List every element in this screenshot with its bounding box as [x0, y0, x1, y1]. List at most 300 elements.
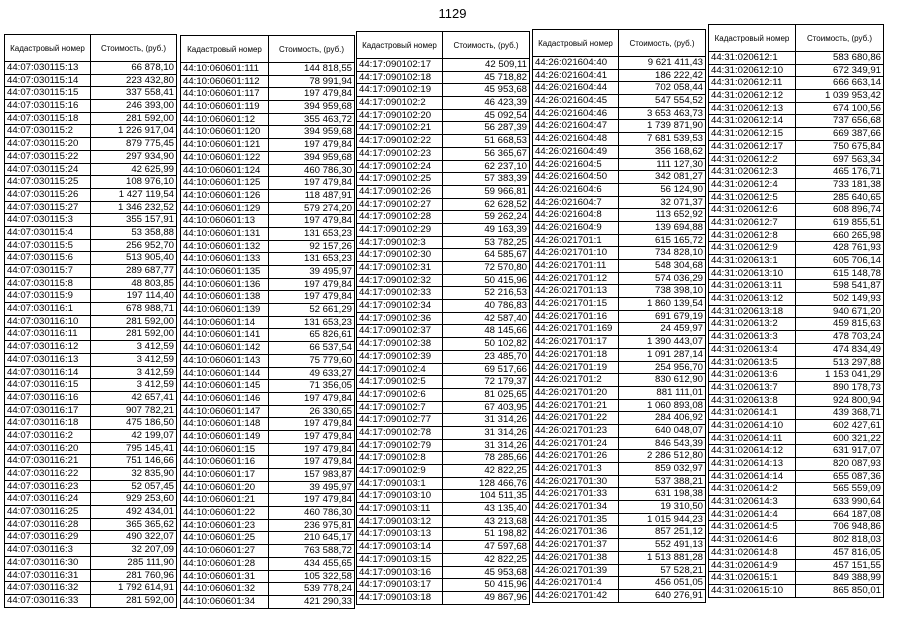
table-row — [5, 315, 177, 328]
table-row — [533, 374, 706, 387]
cadastral-number-cell: 44:31:020613:6 — [709, 369, 796, 382]
table-row — [357, 338, 530, 351]
table-row — [709, 546, 884, 559]
table-row — [357, 541, 530, 554]
table-row — [709, 153, 884, 166]
table-row — [357, 198, 530, 211]
cadastral-number-cell: 44:07:030116:17 — [5, 404, 91, 417]
cost-cell: 547 554,52 — [619, 95, 706, 108]
table-row — [709, 381, 884, 394]
cadastral-number-cell: 44:17:090103:13 — [357, 528, 443, 541]
table-row — [709, 115, 884, 128]
cadastral-number-cell: 44:10:060601:145 — [181, 380, 269, 393]
table-row — [533, 361, 706, 374]
table-row — [5, 303, 177, 316]
cadastral-number-cell: 44:10:060601:138 — [181, 291, 269, 304]
table-row — [181, 532, 355, 545]
table-row — [181, 164, 355, 177]
table-row — [357, 401, 530, 414]
table-row — [709, 140, 884, 153]
table-row — [357, 553, 530, 566]
table-row — [533, 209, 706, 222]
cost-cell: 678 988,71 — [91, 303, 177, 316]
table-row — [533, 463, 706, 476]
cost-cell: 394 959,68 — [269, 151, 355, 164]
cadastral-number-cell: 44:17:090102:22 — [357, 135, 443, 148]
table-row — [181, 519, 355, 532]
table-row — [533, 221, 706, 234]
cost-cell: 131 653,23 — [269, 316, 355, 329]
table-row — [5, 455, 177, 468]
cadastral-number-cell: 44:31:020613:7 — [709, 381, 796, 394]
cadastral-number-cell: 44:26:021701:10 — [533, 247, 619, 260]
cadastral-number-cell: 44:17:090102:34 — [357, 300, 443, 313]
cost-cell: 186 222,42 — [619, 69, 706, 82]
column-header-cadastral-number: Кадастровый номер — [5, 35, 91, 62]
cost-cell: 131 653,23 — [269, 253, 355, 266]
table-row — [357, 122, 530, 135]
cost-cell: 465 176,71 — [796, 166, 884, 179]
cost-cell: 197 479,84 — [269, 418, 355, 431]
cadastral-number-cell: 44:10:060601:129 — [181, 202, 269, 215]
cadastral-number-cell: 44:10:060601:31 — [181, 570, 269, 583]
cadastral-number-cell: 44:17:090103:11 — [357, 503, 443, 516]
cost-cell: 57 383,39 — [443, 173, 530, 186]
table-row — [533, 107, 706, 120]
cost-cell: 342 081,27 — [619, 171, 706, 184]
cost-cell: 59 262,24 — [443, 211, 530, 224]
cost-cell: 108 976,10 — [91, 176, 177, 189]
cost-cell: 144 818,55 — [269, 63, 355, 76]
cost-table — [4, 34, 177, 608]
cadastral-number-cell: 44:10:060601:12 — [181, 113, 269, 126]
table-row — [709, 521, 884, 534]
cost-cell: 548 304,68 — [619, 260, 706, 273]
table-row — [533, 450, 706, 463]
cadastral-number-cell: 44:31:020612:7 — [709, 216, 796, 229]
column-header-cost: Стоимость, (руб.) — [91, 35, 177, 62]
cadastral-number-cell: 44:10:060601:22 — [181, 507, 269, 520]
cadastral-number-cell: 44:31:020612:1 — [709, 52, 796, 65]
cost-cell: 660 265,98 — [796, 229, 884, 242]
cost-cell: 42 625,99 — [91, 163, 177, 176]
table-row — [533, 285, 706, 298]
cadastral-number-cell: 44:07:030116:22 — [5, 468, 91, 481]
cost-cell: 763 588,72 — [269, 545, 355, 558]
cost-cell: 67 403,95 — [443, 401, 530, 414]
table-row — [533, 501, 706, 514]
cadastral-number-cell: 44:26:021701:38 — [533, 551, 619, 564]
cadastral-number-cell: 44:17:090102:31 — [357, 262, 443, 275]
cost-cell: 615 148,78 — [796, 267, 884, 280]
table-row — [709, 394, 884, 407]
table-row — [709, 77, 884, 90]
cost-cell: 857 251,12 — [619, 526, 706, 539]
table-row — [709, 128, 884, 141]
cadastral-number-cell: 44:07:030115:2 — [5, 125, 91, 138]
table-row — [181, 139, 355, 152]
cost-cell: 65 826,61 — [269, 329, 355, 342]
cost-cell: 197 479,84 — [269, 215, 355, 228]
cost-cell: 3 412,59 — [91, 353, 177, 366]
cadastral-number-cell: 44:31:020612:14 — [709, 115, 796, 128]
cadastral-number-cell: 44:10:060601:20 — [181, 481, 269, 494]
table-row — [357, 426, 530, 439]
cadastral-number-cell: 44:07:030116:1 — [5, 303, 91, 316]
cadastral-number-cell: 44:17:090102:5 — [357, 376, 443, 389]
cost-cell: 281 592,00 — [91, 594, 177, 607]
cost-cell: 337 558,41 — [91, 87, 177, 100]
cadastral-number-cell: 44:07:030116:28 — [5, 518, 91, 531]
cost-cell: 940 671,20 — [796, 305, 884, 318]
cost-cell: 223 432,80 — [91, 74, 177, 87]
cadastral-number-cell: 44:31:020614:13 — [709, 458, 796, 471]
table-row — [357, 515, 530, 528]
cadastral-number-cell: 44:31:020614:6 — [709, 534, 796, 547]
cost-cell: 820 087,93 — [796, 458, 884, 471]
cadastral-number-cell: 44:17:090103:15 — [357, 553, 443, 566]
column-header-cost: Стоимость, (руб.) — [619, 30, 706, 57]
cost-cell: 356 168,62 — [619, 145, 706, 158]
cadastral-number-cell: 44:31:020614:1 — [709, 407, 796, 420]
table-row — [181, 380, 355, 393]
table-row — [181, 405, 355, 418]
table-row — [357, 287, 530, 300]
cadastral-number-cell: 44:31:020613:10 — [709, 267, 796, 280]
cadastral-number-cell: 44:17:090102:7 — [357, 401, 443, 414]
cadastral-number-cell: 44:07:030116:11 — [5, 328, 91, 341]
cost-cell: 924 800,94 — [796, 394, 884, 407]
table-row — [533, 386, 706, 399]
cost-cell: 1 513 881,28 — [619, 551, 706, 564]
table-row — [709, 204, 884, 217]
table-row — [181, 494, 355, 507]
table-row — [181, 557, 355, 570]
table-row — [181, 101, 355, 114]
cost-cell: 3 412,59 — [91, 366, 177, 379]
cost-cell: 865 850,01 — [796, 584, 884, 597]
cost-cell: 69 517,66 — [443, 363, 530, 376]
cadastral-number-cell: 44:10:060601:32 — [181, 583, 269, 596]
cadastral-number-cell: 44:07:030115:25 — [5, 176, 91, 189]
cadastral-number-cell: 44:31:020612:9 — [709, 242, 796, 255]
table-row — [357, 566, 530, 579]
cost-cell: 62 237,10 — [443, 160, 530, 173]
cost-cell: 66 878,10 — [91, 62, 177, 75]
cost-cell: 39 495,97 — [269, 266, 355, 279]
cadastral-number-cell: 44:31:020612:8 — [709, 229, 796, 242]
table-row — [5, 429, 177, 442]
cadastral-number-cell: 44:10:060601:125 — [181, 177, 269, 190]
table-row — [709, 419, 884, 432]
table-row — [533, 82, 706, 95]
cost-cell: 738 398,10 — [619, 285, 706, 298]
cost-cell: 565 559,09 — [796, 483, 884, 496]
table-row — [5, 112, 177, 125]
table-row — [533, 348, 706, 361]
table-row — [5, 100, 177, 113]
cost-cell: 697 563,34 — [796, 153, 884, 166]
cost-cell: 62 628,52 — [443, 198, 530, 211]
cadastral-number-cell: 44:10:060601:27 — [181, 545, 269, 558]
table-row — [533, 399, 706, 412]
table-row — [533, 551, 706, 564]
table-row — [181, 329, 355, 342]
table-row — [533, 323, 706, 336]
table-row — [181, 304, 355, 317]
cadastral-number-cell: 44:07:030116:31 — [5, 569, 91, 582]
cadastral-number-cell: 44:07:030115:4 — [5, 226, 91, 239]
cadastral-number-cell: 44:07:030115:27 — [5, 201, 91, 214]
cost-cell: 45 718,82 — [443, 71, 530, 84]
table-row — [5, 150, 177, 163]
table-row — [5, 544, 177, 557]
cadastral-number-cell: 44:17:090102:9 — [357, 465, 443, 478]
column-header-cost: Стоимость, (руб.) — [269, 36, 355, 63]
cadastral-number-cell: 44:26:021701:35 — [533, 513, 619, 526]
cadastral-number-cell: 44:07:030115:20 — [5, 138, 91, 151]
cadastral-number-cell: 44:17:090102:23 — [357, 147, 443, 160]
cadastral-number-cell: 44:10:060601:112 — [181, 75, 269, 88]
cadastral-number-cell: 44:10:060601:23 — [181, 519, 269, 532]
table-row — [533, 526, 706, 539]
cadastral-number-cell: 44:17:090102:39 — [357, 350, 443, 363]
table-row — [533, 539, 706, 552]
table-row — [533, 475, 706, 488]
cost-cell: 284 406,92 — [619, 412, 706, 425]
cadastral-number-cell: 44:31:020613:18 — [709, 305, 796, 318]
table-row — [5, 582, 177, 595]
cadastral-number-cell: 44:07:030116:21 — [5, 455, 91, 468]
cost-cell: 751 146,66 — [91, 455, 177, 468]
cost-cell: 394 959,68 — [269, 126, 355, 139]
cost-cell: 513 297,88 — [796, 356, 884, 369]
table-header-row — [357, 32, 530, 59]
cadastral-number-cell: 44:17:090103:14 — [357, 541, 443, 554]
cadastral-number-cell: 44:07:030115:18 — [5, 112, 91, 125]
table-row — [5, 341, 177, 354]
cost-cell: 537 388,21 — [619, 475, 706, 488]
cost-cell: 281 592,00 — [91, 328, 177, 341]
cost-cell: 42 822,25 — [443, 465, 530, 478]
table-row — [357, 185, 530, 198]
table-row — [5, 366, 177, 379]
cadastral-number-cell: 44:10:060601:13 — [181, 215, 269, 228]
table-row — [5, 594, 177, 607]
cadastral-number-cell: 44:26:021701:37 — [533, 539, 619, 552]
table-row — [181, 507, 355, 520]
cadastral-number-cell: 44:17:090102:79 — [357, 439, 443, 452]
cadastral-number-cell: 44:31:020612:4 — [709, 178, 796, 191]
cadastral-number-cell: 44:07:030116:13 — [5, 353, 91, 366]
cadastral-number-cell: 44:07:030115:24 — [5, 163, 91, 176]
table-row — [5, 87, 177, 100]
table-row — [709, 305, 884, 318]
cost-cell: 246 393,00 — [91, 100, 177, 113]
cadastral-number-cell: 44:17:090102:17 — [357, 59, 443, 72]
table-row — [533, 336, 706, 349]
cadastral-number-cell: 44:07:030116:25 — [5, 506, 91, 519]
cost-cell: 19 310,50 — [619, 501, 706, 514]
table-row — [181, 215, 355, 228]
table-row — [709, 496, 884, 509]
table-row — [357, 300, 530, 313]
table-row — [5, 531, 177, 544]
table-row — [709, 255, 884, 268]
cadastral-number-cell: 44:31:020615:10 — [709, 584, 796, 597]
cost-cell: 702 058,44 — [619, 82, 706, 95]
cost-cell: 3 412,59 — [91, 379, 177, 392]
cost-cell: 197 479,84 — [269, 392, 355, 405]
cost-cell: 640 276,91 — [619, 589, 706, 602]
table-row — [709, 483, 884, 496]
cost-cell: 197 479,84 — [269, 291, 355, 304]
cadastral-number-cell: 44:10:060601:142 — [181, 342, 269, 355]
cadastral-number-cell: 44:31:020613:11 — [709, 280, 796, 293]
table-row — [5, 188, 177, 201]
cadastral-number-cell: 44:17:090102:38 — [357, 338, 443, 351]
cost-cell: 830 612,90 — [619, 374, 706, 387]
cadastral-number-cell: 44:07:030115:9 — [5, 290, 91, 303]
cost-cell: 64 585,67 — [443, 249, 530, 262]
table-row — [709, 470, 884, 483]
cost-cell: 672 349,91 — [796, 64, 884, 77]
table-row — [709, 52, 884, 65]
cadastral-number-cell: 44:31:020612:17 — [709, 140, 796, 153]
cost-cell: 128 466,76 — [443, 477, 530, 490]
table-header-row — [5, 35, 177, 62]
cadastral-number-cell: 44:26:021701:36 — [533, 526, 619, 539]
table-row — [533, 272, 706, 285]
cadastral-number-cell: 44:26:021701:42 — [533, 589, 619, 602]
cost-cell: 1 739 871,90 — [619, 120, 706, 133]
cost-cell: 1 860 139,54 — [619, 298, 706, 311]
table-header-row — [181, 36, 355, 63]
table-row — [533, 424, 706, 437]
cadastral-number-cell: 44:10:060601:126 — [181, 189, 269, 202]
table-row — [5, 74, 177, 87]
table-row — [533, 564, 706, 577]
cost-cell: 631 198,38 — [619, 488, 706, 501]
cost-cell: 478 703,24 — [796, 331, 884, 344]
cadastral-number-cell: 44:17:090102:37 — [357, 325, 443, 338]
cost-cell: 602 427,61 — [796, 419, 884, 432]
cost-cell: 355 157,91 — [91, 214, 177, 227]
cost-cell: 72 570,80 — [443, 262, 530, 275]
cadastral-number-cell: 44:07:030115:26 — [5, 188, 91, 201]
cadastral-number-cell: 44:17:090103:12 — [357, 515, 443, 528]
cost-cell: 256 952,70 — [91, 239, 177, 252]
cadastral-number-cell: 44:10:060601:34 — [181, 595, 269, 608]
cadastral-number-cell: 44:10:060601:15 — [181, 443, 269, 456]
cost-cell: 666 663,14 — [796, 77, 884, 90]
cost-cell: 475 186,50 — [91, 417, 177, 430]
cost-table — [532, 29, 706, 603]
table-row — [709, 178, 884, 191]
table-row — [5, 569, 177, 582]
cadastral-number-cell: 44:07:030116:10 — [5, 315, 91, 328]
table-row — [533, 412, 706, 425]
cost-cell: 50 415,96 — [443, 274, 530, 287]
cost-cell: 297 934,90 — [91, 150, 177, 163]
table-row — [5, 468, 177, 481]
table-row — [357, 528, 530, 541]
table-row — [533, 577, 706, 590]
cadastral-number-cell: 44:07:030116:23 — [5, 480, 91, 493]
cost-cell: 598 541,87 — [796, 280, 884, 293]
cadastral-number-cell: 44:31:020614:11 — [709, 432, 796, 445]
cost-cell: 49 633,27 — [269, 367, 355, 380]
cost-cell: 53 358,88 — [91, 226, 177, 239]
table-row — [709, 64, 884, 77]
cadastral-number-cell: 44:31:020614:5 — [709, 521, 796, 534]
cost-cell: 879 775,45 — [91, 138, 177, 151]
cost-cell: 428 761,93 — [796, 242, 884, 255]
cost-cell: 56 365,67 — [443, 147, 530, 160]
cadastral-number-cell: 44:07:030116:3 — [5, 544, 91, 557]
cost-cell: 197 479,84 — [269, 88, 355, 101]
cost-cell: 42 822,25 — [443, 553, 530, 566]
cadastral-number-cell: 44:26:021701:16 — [533, 310, 619, 323]
cadastral-number-cell: 44:26:021604:41 — [533, 69, 619, 82]
cost-cell: 664 187,08 — [796, 508, 884, 521]
table-row — [5, 62, 177, 75]
table-row — [533, 171, 706, 184]
cost-cell: 460 786,30 — [269, 164, 355, 177]
cadastral-number-cell: 44:07:030115:8 — [5, 277, 91, 290]
table-row — [5, 417, 177, 430]
table-row — [5, 239, 177, 252]
cost-cell: 281 592,00 — [91, 112, 177, 125]
cost-cell: 52 057,45 — [91, 480, 177, 493]
cadastral-number-cell: 44:07:030116:16 — [5, 391, 91, 404]
cost-cell: 197 114,40 — [91, 290, 177, 303]
cost-cell: 474 834,49 — [796, 343, 884, 356]
table-row — [181, 88, 355, 101]
table-row — [181, 456, 355, 469]
table-row — [533, 95, 706, 108]
table-row — [709, 191, 884, 204]
cadastral-number-cell: 44:26:021604:48 — [533, 133, 619, 146]
cost-cell: 1 015 944,23 — [619, 513, 706, 526]
cadastral-number-cell: 44:10:060601:119 — [181, 101, 269, 114]
cost-cell: 579 274,20 — [269, 202, 355, 215]
cost-cell: 1 039 953,42 — [796, 90, 884, 103]
table-row — [357, 477, 530, 490]
cost-cell: 849 388,99 — [796, 572, 884, 585]
cadastral-number-cell: 44:31:020613:12 — [709, 293, 796, 306]
table-row — [181, 545, 355, 558]
cost-cell: 691 679,19 — [619, 310, 706, 323]
cost-cell: 254 956,70 — [619, 361, 706, 374]
table-row — [357, 236, 530, 249]
cadastral-number-cell: 44:17:090102:21 — [357, 122, 443, 135]
table-row — [5, 214, 177, 227]
table-row — [533, 589, 706, 602]
cost-table — [180, 35, 355, 609]
cost-cell: 539 778,24 — [269, 583, 355, 596]
table-row — [357, 71, 530, 84]
table-row — [357, 363, 530, 376]
cost-cell: 42 657,41 — [91, 391, 177, 404]
cost-cell: 32 835,90 — [91, 468, 177, 481]
cadastral-number-cell: 44:17:090102:77 — [357, 414, 443, 427]
cadastral-number-cell: 44:26:021604:46 — [533, 107, 619, 120]
cost-cell: 457 816,05 — [796, 546, 884, 559]
table-row — [181, 367, 355, 380]
cost-cell: 907 782,21 — [91, 404, 177, 417]
cadastral-number-cell: 44:07:030116:18 — [5, 417, 91, 430]
